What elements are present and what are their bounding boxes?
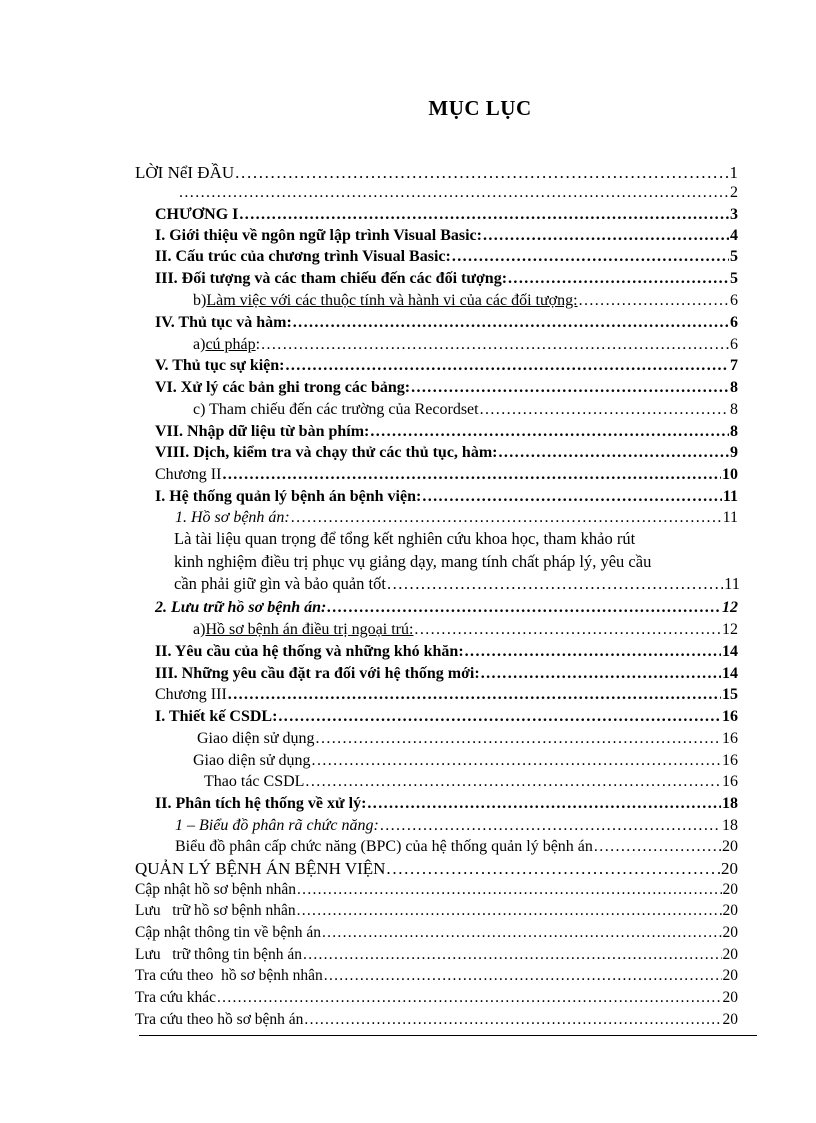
toc-entry-text: Lưu trữ hồ sơ bệnh nhân xyxy=(135,902,296,919)
toc-entry-page: 2 xyxy=(730,184,738,201)
toc-entry-text: I. Hệ thống quản lý bệnh án bệnh viện: xyxy=(155,488,422,505)
toc-entry-text: VI. Xử lý các bản ghi trong các bảng: xyxy=(155,379,411,396)
toc-entry-text: CHƯƠNG I xyxy=(155,206,239,223)
toc-entry-page: 20 xyxy=(722,967,738,984)
toc-entry[interactable] xyxy=(135,859,738,879)
toc-entry-text: Làm việc với các thuộc tính và hành vi của các đối tượng: xyxy=(206,292,578,309)
toc-entry-page: 15 xyxy=(722,686,738,703)
toc-entry-text: I. Giới thiệu về ngôn ngữ lập trình Visual Basic: xyxy=(155,227,482,244)
toc-entry[interactable] xyxy=(155,488,738,506)
toc-entry[interactable] xyxy=(155,643,738,661)
toc-entry-page: 8 xyxy=(730,423,738,440)
toc-entry-text: Tra cứu theo hồ sơ bệnh nhân xyxy=(135,967,323,984)
toc-entry[interactable] xyxy=(155,248,738,266)
page-title: MỤC LỤC xyxy=(428,96,532,120)
toc-entry-page: 20 xyxy=(722,946,738,963)
toc-entry-page: 5 xyxy=(730,248,738,265)
toc-entry[interactable] xyxy=(135,989,738,1007)
toc-entry-text: Hồ sơ bệnh án điều trị ngoại trú: xyxy=(205,621,414,638)
toc-entry[interactable] xyxy=(155,227,738,245)
toc-entry-text: Chương III xyxy=(155,686,227,703)
toc-entry-text: Cập nhật hồ sơ bệnh nhân xyxy=(135,881,297,898)
toc-entry-text: 2. Lưu trữ hồ sơ bệnh án: xyxy=(155,599,327,616)
toc-entry[interactable] xyxy=(155,379,738,397)
toc-entry-page: 9 xyxy=(730,444,738,461)
toc-entry-page: 6 xyxy=(730,292,738,309)
toc-entry-page: 10 xyxy=(722,466,738,483)
toc-entry-text: c) Tham chiếu đến các trường của Recordset xyxy=(193,401,479,418)
toc-entry-page: 16 xyxy=(722,752,738,769)
toc-entry[interactable] xyxy=(178,184,738,202)
toc-entry-paragraph[interactable] xyxy=(174,528,740,596)
toc-entry-text: QUẢN LÝ BỆNH ÁN BỆNH VIỆN xyxy=(135,859,386,878)
toc-entry-text: III. Những yêu cầu đặt ra đối với hệ thống mới: xyxy=(155,665,480,682)
toc-entry-text: Giao diện sử dụng xyxy=(197,730,315,747)
toc-entry[interactable] xyxy=(193,292,738,310)
toc-entry[interactable] xyxy=(155,206,738,224)
toc-entry-page: 18 xyxy=(722,795,738,812)
toc-entry-page: 1 xyxy=(729,163,738,182)
toc-entry-text: Tra cứu theo hồ sơ bệnh án xyxy=(135,1011,304,1028)
toc-entry[interactable] xyxy=(135,967,738,985)
toc-entry[interactable] xyxy=(155,466,738,484)
toc-entry-page: 20 xyxy=(722,838,738,855)
toc-entry-page: 20 xyxy=(722,989,738,1006)
toc-entry-page: 7 xyxy=(730,357,738,374)
toc-entry[interactable] xyxy=(135,902,738,920)
toc-entry-text: II. Yêu cầu của hệ thống và những khó khăn: xyxy=(155,643,464,660)
toc-entry[interactable] xyxy=(155,795,738,813)
toc-entry-page: 11 xyxy=(724,574,740,593)
toc-entry[interactable] xyxy=(175,817,738,835)
toc-entry[interactable] xyxy=(135,881,738,899)
toc-entry-text: Cập nhật thông tin về bệnh án xyxy=(135,924,321,941)
toc-entry[interactable] xyxy=(135,946,738,964)
toc-entry-page: 8 xyxy=(730,379,738,396)
toc-entry-page: 18 xyxy=(722,817,738,834)
toc-entry[interactable] xyxy=(204,773,738,791)
toc-entry[interactable] xyxy=(155,357,738,375)
toc-entry[interactable] xyxy=(155,423,738,441)
toc-entry[interactable] xyxy=(175,509,738,527)
toc-entry[interactable] xyxy=(155,270,738,288)
toc-entry[interactable] xyxy=(155,708,738,726)
toc-entry[interactable] xyxy=(155,665,738,683)
toc-entry-text: Thao tác CSDL xyxy=(204,773,305,790)
toc-entry-text: 1 – Biểu đồ phân rã chức năng: xyxy=(175,817,379,834)
toc-entry-text: Biểu đồ phân cấp chức năng (BPC) của hệ thống quản lý bệnh án xyxy=(175,838,593,855)
toc-entry-text: VII. Nhập dữ liệu từ bàn phím: xyxy=(155,423,370,440)
toc-entry-prefix: b) xyxy=(193,292,207,309)
toc-entry[interactable] xyxy=(193,621,738,639)
toc-entry-text: V. Thủ tục sự kiện: xyxy=(155,357,285,374)
toc-entry-text: Giao diện sử dụng xyxy=(193,752,311,769)
toc-entry-page: 20 xyxy=(722,881,738,898)
toc-entry[interactable] xyxy=(155,686,738,704)
toc-entry-prefix: a) xyxy=(193,336,206,353)
toc-entry-text: II. Phân tích hệ thống về xử lý: xyxy=(155,795,367,812)
toc-entry-text: III. Đối tượng và các tham chiếu đến các đối tượng: xyxy=(155,270,508,287)
toc-entry-page: 3 xyxy=(730,206,738,223)
toc-entry[interactable] xyxy=(193,401,738,419)
toc-entry[interactable] xyxy=(193,336,738,354)
toc-entry[interactable] xyxy=(135,163,738,183)
toc-entry-page: 16 xyxy=(722,730,738,747)
toc-entry-page: 16 xyxy=(722,773,738,790)
toc-entry-prefix: a) xyxy=(193,621,206,638)
toc-entry-line: cần phải giữ gìn và bảo quản tốt xyxy=(174,574,386,593)
toc-entry-page: 14 xyxy=(722,643,738,660)
toc-entry[interactable] xyxy=(135,924,738,942)
toc-entry-line: kinh nghiệm điều trị phục vụ giảng dạy, mang tính chất pháp lý, yêu cầu xyxy=(174,551,652,571)
toc-entry-page: 20 xyxy=(722,902,738,919)
toc-entry-text: VIII. Dịch, kiểm tra và chạy thử các thủ tục, hàm: xyxy=(155,444,498,461)
toc-entry-page: 20 xyxy=(722,1011,738,1028)
toc-entry-line: Là tài liệu quan trọng để tổng kết nghiên cứu khoa học, tham khảo rút xyxy=(174,529,636,548)
toc-entry-page: 14 xyxy=(722,665,738,682)
toc-entry-page: 20 xyxy=(721,859,738,878)
toc-entry-text: II. Cấu trúc của chương trình Visual Basic: xyxy=(155,248,451,265)
toc-entry[interactable] xyxy=(193,752,738,770)
toc-entry-text: cú pháp xyxy=(205,336,256,353)
toc-entry-page: 8 xyxy=(730,401,738,418)
toc-entry-text: Tra cứu khác xyxy=(135,989,217,1006)
toc-entry-page: 11 xyxy=(722,488,738,505)
toc-entry[interactable] xyxy=(197,730,738,748)
toc-entry-page: 4 xyxy=(730,227,738,244)
toc-entry-text: I. Thiết kế CSDL: xyxy=(155,708,278,725)
footer-divider xyxy=(139,1035,757,1036)
toc-entry-page: 12 xyxy=(722,621,738,638)
toc-entry-text: Lưu trữ thông tin bệnh án xyxy=(135,946,303,963)
toc-entry[interactable] xyxy=(155,314,738,332)
toc-entry-text: 1. Hồ sơ bệnh án: xyxy=(175,509,290,526)
toc-entry-text: Chương II xyxy=(155,466,222,483)
toc-entry[interactable] xyxy=(155,599,738,617)
toc-entry[interactable] xyxy=(135,1011,738,1029)
toc-entry-page: 6 xyxy=(730,336,738,353)
toc-entry-page: 6 xyxy=(730,314,738,331)
toc-entry-page: 11 xyxy=(722,509,738,526)
toc-entry-page: 16 xyxy=(722,708,738,725)
toc-entry-page: 20 xyxy=(722,924,738,941)
toc-entry-text: LỜI NểI ĐẦU xyxy=(135,163,235,182)
toc-entry[interactable] xyxy=(175,838,738,856)
toc-entry[interactable] xyxy=(155,444,738,462)
toc-entry-page: 12 xyxy=(722,599,738,616)
toc-entry-suffix: : xyxy=(255,336,261,353)
toc-entry-page: 5 xyxy=(730,270,738,287)
toc-entry-text: IV. Thủ tục và hàm: xyxy=(155,314,292,331)
